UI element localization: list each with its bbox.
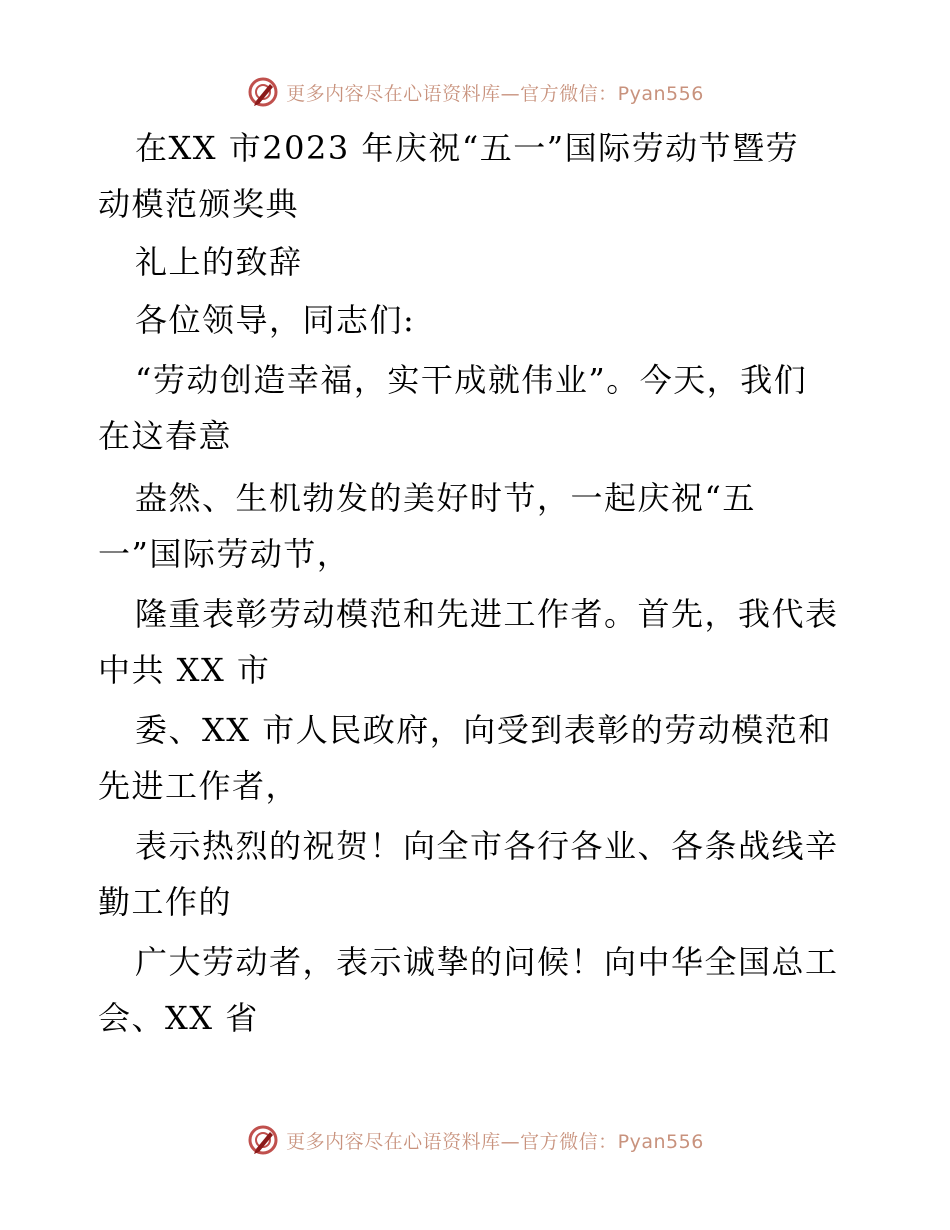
body-line: 会、XX 省 [98, 999, 259, 1037]
body-line: 中共 XX 市 [98, 651, 271, 689]
body-line: 在这春意 [98, 417, 233, 455]
pen-logo-icon [246, 1123, 280, 1157]
body-line: 在XX 市2023 年庆祝“五一”国际劳动节暨劳 [135, 129, 800, 167]
body-line: 隆重表彰劳动模范和先进工作者。首先，我代表 [135, 595, 839, 633]
header-banner-text: 更多内容尽在心语资料库—官方微信：Pyan556 [286, 82, 704, 105]
footer-banner [0, 1120, 950, 1160]
body-line: 各位领导，同志们: [135, 301, 416, 339]
body-line: 盎然、生机勃发的美好时节，一起庆祝“五 [135, 479, 756, 517]
header-banner [0, 72, 950, 112]
body-line: 广大劳动者，表示诚挚的问候！向中华全国总工 [135, 943, 839, 981]
body-line: 表示热烈的祝贺！向全市各行各业、各条战线辛 [135, 827, 839, 865]
body-line: 一”国际劳动节， [98, 535, 351, 573]
body-line: 礼上的致辞 [135, 243, 303, 281]
body-line: 动模范颁奖典 [98, 185, 300, 223]
body-line: 委、XX 市人民政府，向受到表彰的劳动模范和 [135, 711, 832, 749]
header-banner-content [246, 75, 704, 109]
body-line: 勤工作的 [98, 883, 233, 921]
body-line: “劳动创造幸福，实干成就伟业”。今天，我们 [135, 361, 808, 399]
footer-banner-text: 更多内容尽在心语资料库—官方微信：Pyan556 [286, 1130, 704, 1153]
footer-banner-content [246, 1123, 704, 1157]
pen-logo-icon [246, 75, 280, 109]
body-line: 先进工作者， [98, 767, 300, 805]
